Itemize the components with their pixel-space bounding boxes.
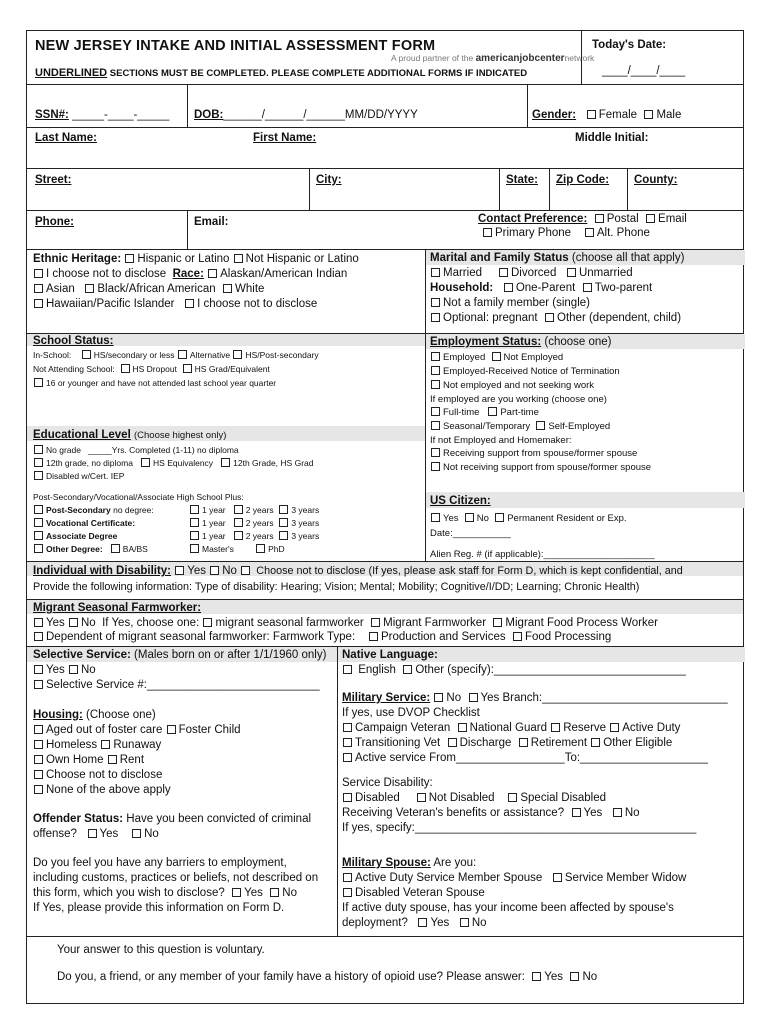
city-label[interactable]: City: [316, 174, 342, 186]
not-hispanic-checkbox[interactable] [234, 254, 243, 263]
form-instruction: UNDERLINED SECTIONS MUST BE COMPLETED. PLEASE COMPLETE ADDITIONAL FORMS IF INDICATED [35, 67, 528, 79]
race-not-disclose-checkbox[interactable] [185, 299, 194, 308]
voc-2-years-checkbox[interactable] [234, 518, 243, 527]
not-seeking-checkbox[interactable] [431, 380, 440, 389]
rent-checkbox[interactable] [108, 755, 117, 764]
opioid-question: Do you, a friend, or any member of your family have a history of opioid use? Please answer: Yes No [57, 971, 598, 983]
migrant-dependent-checkbox[interactable] [34, 632, 43, 641]
active-service-checkbox[interactable] [343, 753, 352, 762]
campaign-veteran-checkbox[interactable] [343, 723, 352, 732]
retirement-checkbox[interactable] [519, 738, 528, 747]
migrant-food-checkbox[interactable] [493, 618, 502, 627]
national-guard-checkbox[interactable] [458, 723, 467, 732]
housing-not-disclose-checkbox[interactable] [34, 770, 43, 779]
disabled-veteran-spouse-checkbox[interactable] [343, 888, 352, 897]
hispanic-checkbox[interactable] [125, 254, 134, 263]
own-home-checkbox[interactable] [34, 755, 43, 764]
english-checkbox[interactable] [343, 665, 352, 674]
housing-none-checkbox[interactable] [34, 785, 43, 794]
part-time-checkbox[interactable] [488, 407, 497, 416]
migrant-seasonal-checkbox[interactable] [203, 618, 212, 627]
disability-no-checkbox[interactable] [210, 566, 219, 575]
termination-notice-checkbox[interactable] [431, 366, 440, 375]
one-parent-checkbox[interactable] [504, 283, 513, 292]
todays-date-cell[interactable] [581, 31, 745, 84]
alt-phone-checkbox[interactable] [585, 228, 594, 237]
address-row [27, 169, 743, 211]
last-name-label[interactable]: Last Name: [35, 132, 97, 144]
first-name-label[interactable]: First Name: [253, 132, 317, 144]
primary-phone-checkbox[interactable] [483, 228, 492, 237]
street-label[interactable]: Street: [35, 174, 72, 186]
email-checkbox[interactable] [646, 214, 655, 223]
school-employment-row: School Status: In-School: HS/secondary or less Alternative HS/Post-secondary Not Attending School: HS Dropout HS Grad/Equivalent 16 or younger and have not attended last school year quarter Educational Level (Choose highest only) No grade _____Yrs. Completed (1-11) no diploma 12th grade, no diploma HS Equivalency 12th Grade, HS Grad Disabled w/Cert. IEP Post-Secondary/Vocational/Associate High School Plus: Post-Secondary no degree: Vocational Certificate: Associate Degree Other Degree: BA/BS 1 year 2 years 3 years 1 year 2 years 3 years 1 year 2 years 3 years Master's PhD Employment Status: (choose one) Employed Not Employed Employed-Received Notice of Termination Not employed and not seeking work If employed are you working (choose one) Full-time Part-time Seasonal/Temporary Self-Employed If not Employed and Homemaker: Receiving support from spouse/former spouse Not receiving support from spouse/former spouse US Citizen: Yes No Permanent Resident or Exp. Date:___________ Alien Reg. # (if applicable):_____________________ [27, 334, 743, 562]
discharge-checkbox[interactable] [448, 738, 457, 747]
offender-yes-checkbox[interactable] [88, 829, 97, 838]
military-spouse-label: Military Spouse: [342, 857, 431, 869]
deployment-no-checkbox[interactable] [460, 918, 469, 927]
gender-field: Gender: Female Male [532, 109, 682, 121]
opioid-yes-checkbox[interactable] [532, 972, 541, 981]
ssn-row [27, 85, 743, 128]
black-checkbox[interactable] [85, 284, 94, 293]
ssn-field[interactable]: SSN#: _____-____-_____ [35, 109, 170, 121]
native-language-label: Native Language: [342, 649, 438, 661]
not-employed-checkbox[interactable] [492, 352, 501, 361]
active-duty-checkbox[interactable] [610, 723, 619, 732]
postal-checkbox[interactable] [595, 214, 604, 223]
offender-label: Offender Status: [33, 813, 124, 825]
special-disabled-checkbox[interactable] [508, 793, 517, 802]
dob-field[interactable]: DOB:______/______/______MM/DD/YYYY [194, 109, 418, 121]
selective-yes-checkbox[interactable] [34, 665, 43, 674]
male-checkbox[interactable] [644, 110, 653, 119]
phone-label[interactable]: Phone: [35, 216, 74, 228]
employed-checkbox[interactable] [431, 352, 440, 361]
selective-service-label: Selective Service: [33, 649, 131, 661]
ba-bs-checkbox[interactable] [111, 544, 120, 553]
county-label[interactable]: County: [634, 174, 678, 186]
migrant-label: Migrant Seasonal Farmworker: [33, 602, 202, 614]
food-processing-checkbox[interactable] [513, 632, 522, 641]
production-checkbox[interactable] [369, 632, 378, 641]
marital-label: Marital and Family Status [430, 252, 569, 264]
hawaiian-checkbox[interactable] [34, 299, 43, 308]
transitioning-vet-checkbox[interactable] [343, 738, 352, 747]
bottom-section: Selective Service: (Males born on or after 1/1/1960 only) Yes No Selective Service #:___________________________ Housing: (Choose one) Aged out of foster care Foster Child Homeless Runaway Own Home Rent Choose not to disclose None of the above apply Offender Status: Have you been convicted of criminal offense? Yes No Do you feel you have any barriers to employment, including customs, practices or beliefs, not described on this form, which you wish to disclose? Yes No If Yes, please provide this information on Form D. Native Language: English Other (specify):______________________________ Military Service: No Yes Branch:_____________________________ If yes, use DVOP Checklist Campaign Veteran National Guard Reserve Active Duty Transitioning Vet Discharge Retirement Other Eligible Active service From_________________To:____________________ Service Disability: Disabled Not Disabled Special Disabled Receiving Veteran's benefits or assistance? Yes No If yes, specify:____________________________________________ Military Spouse: Are you: Active Duty Service Member Spouse Service Member Widow Disabled Veteran Spouse If active duty spouse, has your income been affected by spouse's deployment? Yes No [27, 647, 743, 937]
housing-label: Housing: [33, 709, 83, 721]
military-service-label: Military Service: [342, 692, 431, 704]
citizen-date-field[interactable]: Date:___________ [430, 528, 511, 539]
deployment-yes-checkbox[interactable] [418, 918, 427, 927]
self-employed-checkbox[interactable] [536, 421, 545, 430]
zip-label[interactable]: Zip Code: [556, 174, 610, 186]
phone-row: Phone: Email: Contact Preference: Postal Email Primary Phone Alt. Phone [27, 211, 743, 250]
hs-post-checkbox[interactable] [233, 350, 242, 359]
migrant-yes-checkbox[interactable] [34, 618, 43, 627]
assoc-1-year-checkbox[interactable] [190, 531, 199, 540]
todays-date-field[interactable]: ____/____/____ [602, 65, 686, 77]
race-label: Race: [172, 268, 204, 280]
hs-dropout-checkbox[interactable] [121, 364, 130, 373]
voc-3-years-checkbox[interactable] [279, 518, 288, 527]
hs-grad-checkbox[interactable] [183, 364, 192, 373]
ethnic-heritage-label: Ethnic Heritage: [33, 253, 122, 265]
selective-no-checkbox[interactable] [69, 665, 78, 674]
hs-secondary-checkbox[interactable] [82, 350, 91, 359]
hs-equivalency-checkbox[interactable] [141, 458, 150, 467]
military-yes-checkbox[interactable] [469, 693, 478, 702]
offender-no-checkbox[interactable] [132, 829, 141, 838]
other-dependent-checkbox[interactable] [545, 313, 554, 322]
pregnant-checkbox[interactable] [431, 313, 440, 322]
ps-3-years-checkbox[interactable] [279, 505, 288, 514]
foster-care-checkbox[interactable] [34, 725, 43, 734]
disabled-iep-checkbox[interactable] [34, 471, 43, 480]
selective-number-checkbox[interactable] [34, 680, 43, 689]
contact-preference: Contact Preference: Postal Email [478, 213, 687, 225]
divorced-checkbox[interactable] [499, 268, 508, 277]
form-title: NEW JERSEY INTAKE AND INITIAL ASSESSMENT FORM [35, 38, 436, 54]
disability-yes-checkbox[interactable] [175, 566, 184, 575]
service-disabled-checkbox[interactable] [343, 793, 352, 802]
active-duty-spouse-checkbox[interactable] [343, 873, 352, 882]
migrant-farmworker-checkbox[interactable] [371, 618, 380, 627]
migrant-row: Migrant Seasonal Farmworker: Yes No If Yes, choose one: migrant seasonal farmworker Migrant Farmworker Migrant Food Process Worker Dependent of migrant seasonal farmworker: Farmwork Type: Production and Services Food Processing [27, 600, 743, 647]
education-label: Educational Level [33, 429, 131, 441]
associate-checkbox[interactable] [34, 531, 43, 540]
citizen-no-checkbox[interactable] [465, 513, 474, 522]
other-language-checkbox[interactable] [403, 665, 412, 674]
asian-checkbox[interactable] [34, 284, 43, 293]
citizen-yes-checkbox[interactable] [431, 513, 440, 522]
ethnic-marital-row: Ethnic Heritage: Hispanic or Latino Not Hispanic or Latino I choose not to disclose Race: Alaskan/American Indian Asian Black/African American White Hawaiian/Pacific Islander I choose not to disclose Marital and Family Status (choose all that apply) Married Divorced Unmarried Household: One-Parent Two-parent Not a family member (single) Optional: pregnant Other (dependent, child) [27, 250, 743, 334]
military-no-checkbox[interactable] [434, 693, 443, 702]
partner-logo: A proud partner of the americanjobcenternetwork [391, 53, 595, 64]
migrant-no-checkbox[interactable] [69, 618, 78, 627]
married-checkbox[interactable] [431, 268, 440, 277]
voc-1-year-checkbox[interactable] [190, 518, 199, 527]
assoc-3-years-checkbox[interactable] [279, 531, 288, 540]
two-parent-checkbox[interactable] [583, 283, 592, 292]
intake-form [26, 30, 744, 1004]
todays-date-label: Today's Date: [592, 39, 667, 51]
disability-label: Individual with Disability: [33, 565, 172, 577]
alaskan-checkbox[interactable] [208, 269, 217, 278]
ps-2-years-checkbox[interactable] [234, 505, 243, 514]
receiving-support-checkbox[interactable] [431, 448, 440, 457]
disability-not-disclose-checkbox[interactable] [241, 566, 250, 575]
reserve-checkbox[interactable] [551, 723, 560, 732]
email-label[interactable]: Email: [194, 216, 229, 228]
not-receiving-support-checkbox[interactable] [431, 462, 440, 471]
masters-checkbox[interactable] [190, 544, 199, 553]
form-header [27, 31, 743, 85]
sixteen-checkbox[interactable] [34, 378, 43, 387]
vocational-checkbox[interactable] [34, 518, 43, 527]
state-label[interactable]: State: [506, 174, 538, 186]
homeless-checkbox[interactable] [34, 740, 43, 749]
other-degree-checkbox[interactable] [34, 544, 43, 553]
unmarried-checkbox[interactable] [567, 268, 576, 277]
post-secondary-checkbox[interactable] [34, 505, 43, 514]
widow-checkbox[interactable] [553, 873, 562, 882]
alternative-checkbox[interactable] [178, 350, 187, 359]
foster-child-checkbox[interactable] [167, 725, 176, 734]
employment-label: Employment Status: [430, 336, 542, 348]
ethnic-not-disclose-checkbox[interactable] [34, 269, 43, 278]
voluntary-note: Your answer to this question is voluntary. [57, 944, 265, 956]
citizen-label: US Citizen: [430, 495, 491, 507]
post-secondary-heading: Post-Secondary/Vocational/Associate High School Plus: [33, 492, 244, 502]
alien-reg-field[interactable]: Alien Reg. # (if applicable):_____________________ [430, 549, 655, 560]
ps-1-year-checkbox[interactable] [190, 505, 199, 514]
runaway-checkbox[interactable] [101, 740, 110, 749]
school-status-label: School Status: [33, 335, 114, 347]
barriers-yes-checkbox[interactable] [232, 888, 241, 897]
single-checkbox[interactable] [431, 298, 440, 307]
assoc-2-years-checkbox[interactable] [234, 531, 243, 540]
permanent-resident-checkbox[interactable] [495, 513, 504, 522]
name-row [27, 128, 743, 169]
not-disabled-checkbox[interactable] [417, 793, 426, 802]
twelfth-no-diploma-checkbox[interactable] [34, 458, 43, 467]
benefits-no-checkbox[interactable] [613, 808, 622, 817]
benefits-specify-field[interactable]: If yes, specify:____________________________________________ [342, 822, 697, 834]
phd-checkbox[interactable] [256, 544, 265, 553]
opioid-no-checkbox[interactable] [570, 972, 579, 981]
no-grade-checkbox[interactable] [34, 445, 43, 454]
other-eligible-checkbox[interactable] [591, 738, 600, 747]
full-time-checkbox[interactable] [431, 407, 440, 416]
disability-row: Individual with Disability: Yes No Choose not to disclose (If yes, please ask staff for Form D, which is kept confidential, and Provide the following information: Type of disability: Hearing; Vision; Mental; Mobility; Cognitive/I/DD; Learning; Chronic Health) [27, 562, 743, 600]
barriers-no-checkbox[interactable] [270, 888, 279, 897]
seasonal-checkbox[interactable] [431, 421, 440, 430]
benefits-yes-checkbox[interactable] [572, 808, 581, 817]
white-checkbox[interactable] [223, 284, 232, 293]
twelfth-grad-checkbox[interactable] [221, 458, 230, 467]
female-checkbox[interactable] [587, 110, 596, 119]
middle-initial-label[interactable]: Middle Initial: [575, 132, 649, 144]
